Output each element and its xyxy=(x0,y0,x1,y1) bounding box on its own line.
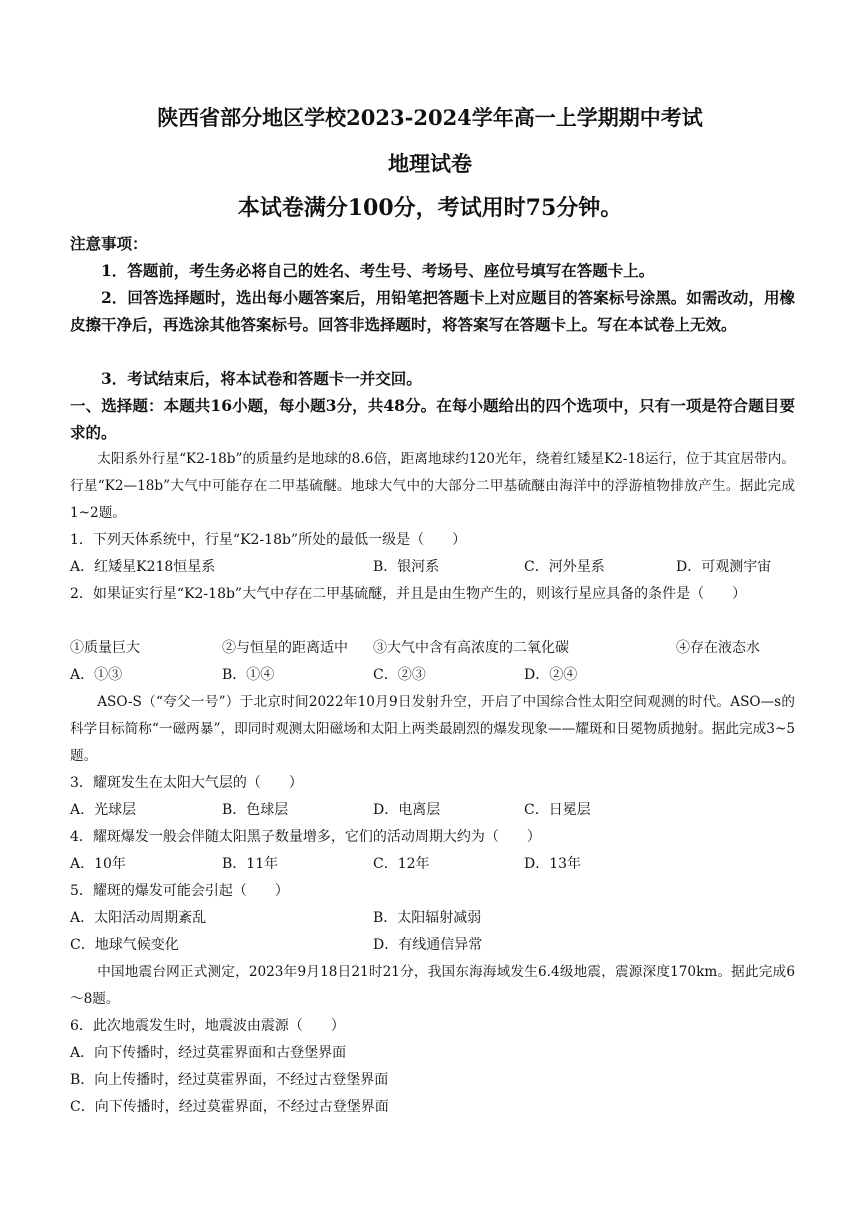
question-6-stem: 6．此次地震发生时，地震波由震源（ ） xyxy=(70,1018,345,1034)
option-a: A．10年 xyxy=(70,856,126,872)
option-c: C．地球气候变化 xyxy=(70,937,179,953)
option-d: D．13年 xyxy=(524,856,582,872)
option-b: B．11年 xyxy=(222,856,279,872)
question-4-options xyxy=(70,851,795,878)
question-6-option-a: A．向下传播时，经过莫霍界面和古登堡界面 xyxy=(70,1045,347,1061)
notice-item-1: 1．答题前，考生务必将自己的姓名、考生号、考场号、座位号填写在答题卡上。 xyxy=(101,261,655,280)
question-2-options xyxy=(70,662,795,689)
question-5-options-row-1 xyxy=(70,905,795,932)
notice-item-3: 3．考试结束后，将本试卷和答题卡一并交回。 xyxy=(101,369,422,388)
section-heading: 一、选择题：本题共16小题，每小题3分，共48分。在每小题给出的四个选项中，只有一项是符合题目要求的。 xyxy=(70,396,795,442)
question-5-options-row-2 xyxy=(70,932,795,959)
question-6-option-c: C．向下传播时，经过莫霍界面，不经过古登堡界面 xyxy=(70,1099,389,1115)
option-d: D．可观测宇宙 xyxy=(676,559,772,575)
question-3-options xyxy=(70,797,795,824)
notice-heading: 注意事项： xyxy=(70,234,148,253)
option-b: B．①④ xyxy=(222,667,275,683)
option-c: C．12年 xyxy=(373,856,430,872)
question-3-stem: 3．耀斑发生在太阳大气层的（ ） xyxy=(70,775,303,791)
question-4-stem: 4．耀斑爆发一般会伴随太阳黑子数量增多，它们的活动周期大约为（ ） xyxy=(70,829,541,845)
passage-3: 中国地震台网正式测定，2023年9月18日21时21分，我国东海海域发生6.4级地震，震源深度170km。据此完成6～8题。 xyxy=(70,964,795,1007)
condition-3: ③大气中含有高浓度的二氧化碳 xyxy=(373,640,569,656)
option-a: A．①③ xyxy=(70,667,123,683)
option-b: B．银河系 xyxy=(373,559,440,575)
option-a: A．光球层 xyxy=(70,802,137,818)
exam-title: 陕西省部分地区学校2023-2024学年高一上学期期中考试 xyxy=(157,105,703,130)
option-c: C．日冕层 xyxy=(524,802,591,818)
question-1-stem: 1．下列天体系统中，行星“K2-18b”所处的最低一级是（ ） xyxy=(70,532,467,548)
condition-4: ④存在液态水 xyxy=(676,640,760,656)
notice-item-2: 2．回答选择题时，选出每小题答案后，用铅笔把答题卡上对应题目的答案标号涂黑。如需改动，用橡皮擦干净后，再选涂其他答案标号。回答非选择题时，将答案写在答题卡上。写在本试卷上无效。 xyxy=(70,288,795,334)
passage-1: 太阳系外行星“K2-18b”的质量约是地球的8.6倍，距离地球约120光年，绕着红矮星K2-18运行，位于其宜居带内。行星“K2—18b”大气中可能存在二甲基硫醚。地球大气中的大部分二甲基硫醚由海洋中的浮游植物排放产生。据此完成1~2题。 xyxy=(70,451,795,521)
question-5-stem: 5．耀斑的爆发可能会引起（ ） xyxy=(70,883,289,899)
option-b: B．色球层 xyxy=(222,802,289,818)
subject-title: 地理试卷 xyxy=(388,151,472,176)
condition-1: ①质量巨大 xyxy=(70,640,140,656)
option-a: A．太阳活动周期紊乱 xyxy=(70,910,207,926)
question-6-option-b: B．向上传播时，经过莫霍界面，不经过古登堡界面 xyxy=(70,1072,389,1088)
exam-note: 本试卷满分100分，考试用时75分钟。 xyxy=(237,195,623,221)
passage-2: ASO-S（“夸父一号”）于北京时间2022年10月9日发射升空，开启了中国综合性太阳空间观测的时代。ASO—s的科学目标简称“一磁两暴”，即同时观测太阳磁场和太阳上两类最剧烈的爆发现象——耀斑和日冕物质抛射。据此完成3~5题。 xyxy=(70,694,795,764)
option-c: C．②③ xyxy=(373,667,426,683)
option-d: D．有线通信异常 xyxy=(373,937,483,953)
condition-2: ②与恒星的距离适中 xyxy=(222,640,348,656)
option-d: D．②④ xyxy=(524,667,578,683)
option-c: C．河外星系 xyxy=(524,559,605,575)
question-2-conditions xyxy=(70,635,795,662)
option-b: B．太阳辐射减弱 xyxy=(373,910,482,926)
option-d: D．电离层 xyxy=(373,802,441,818)
question-2-stem: 2．如果证实行星“K2-18b”大气中存在二甲基硫醚，并且是由生物产生的，则该行星应具备的条件是（ ） xyxy=(70,586,747,602)
option-a: A．红矮星K218恒星系 xyxy=(70,559,216,575)
question-1-options xyxy=(70,554,795,581)
